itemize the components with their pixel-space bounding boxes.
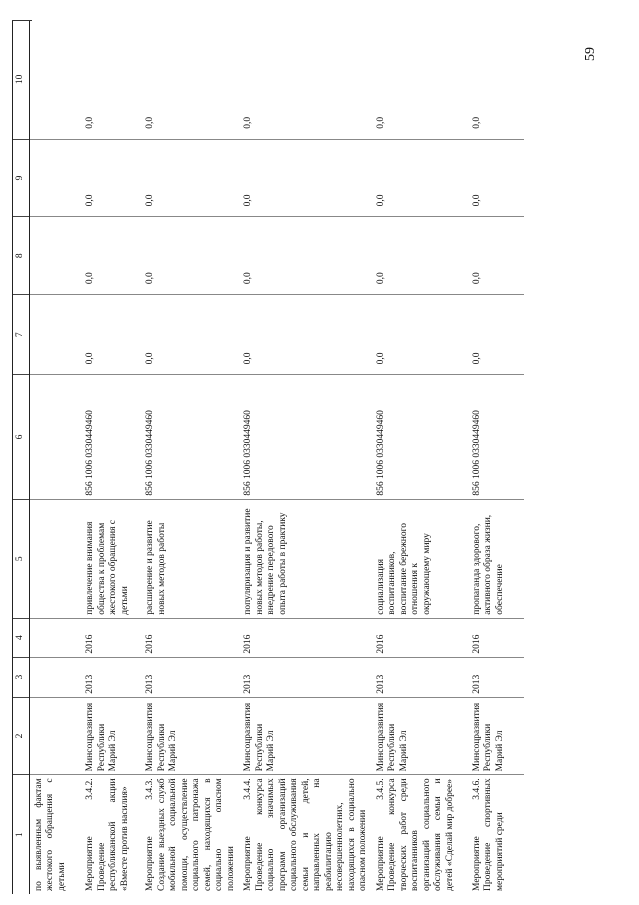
cell-col-10: 0,0 <box>141 20 239 139</box>
cell-col-5 <box>29 499 81 618</box>
table-row <box>468 20 524 894</box>
cell-col-2: Минсоцразвития Республики Марий Эл <box>468 697 524 775</box>
header-cell: 1 <box>13 775 30 894</box>
cell-col-6: 856 1006 0330449460 <box>81 375 141 499</box>
cell-col-5: расширение и развитие новых методов работы <box>141 499 239 618</box>
cell-col-7: 0,0 <box>372 295 468 375</box>
cell-col-8: 0,0 <box>239 217 372 295</box>
table-row <box>372 20 468 894</box>
cell-col-3: 2013 <box>81 657 141 697</box>
cell-col-9: 0,0 <box>372 139 468 217</box>
cell-col-10: 0,0 <box>239 20 372 139</box>
cell-col-3: 2013 <box>468 657 524 697</box>
cell-col-2: Минсоцразвития Республики Марий Эл <box>81 697 141 775</box>
cell-col-6: 856 1006 0330449460 <box>372 375 468 499</box>
cell-col-2: Минсоцразвития Республики Марий Эл <box>141 697 239 775</box>
cell-col-4 <box>29 618 81 657</box>
header-cell: 2 <box>13 697 30 775</box>
cell-col-9: 0,0 <box>141 139 239 217</box>
header-cell: 5 <box>13 499 30 618</box>
table-row <box>81 20 141 894</box>
cell-col-6 <box>29 375 81 499</box>
cell-col-7: 0,0 <box>141 295 239 375</box>
cell-col-9: 0,0 <box>239 139 372 217</box>
cell-col-1: Мероприятие 3.4.6. Проведение спортивных мероприятий среди <box>471 778 505 891</box>
header-cell: 4 <box>13 618 30 657</box>
header-cell: 7 <box>13 295 30 375</box>
header-cell: 6 <box>13 375 30 499</box>
table-row <box>239 20 372 894</box>
table-row <box>141 20 239 894</box>
table-right-border <box>12 20 32 21</box>
cell-col-10: 0,0 <box>81 20 141 139</box>
table-row <box>29 20 81 894</box>
header-cell: 10 <box>13 20 30 139</box>
cell-col-3: 2013 <box>141 657 239 697</box>
cell-col-5: пропаганда здорового, активного образа жизни, обеспечение <box>468 499 524 618</box>
cell-col-7 <box>29 295 81 375</box>
cell-col-7: 0,0 <box>468 295 524 375</box>
cell-col-1: Мероприятие 3.4.2. Проведение республиканской акции «Вместе против насилия» <box>85 778 130 891</box>
cell-col-2: Минсоцразвития Республики Марий Эл <box>239 697 372 775</box>
cell-col-3 <box>29 657 81 697</box>
cell-col-7: 0,0 <box>239 295 372 375</box>
header-cell: 8 <box>13 217 30 295</box>
cell-col-3: 2013 <box>372 657 468 697</box>
cell-col-4: 2016 <box>372 618 468 657</box>
cell-col-6: 856 1006 0330449460 <box>239 375 372 499</box>
cell-col-2 <box>29 697 81 775</box>
cell-col-1: Мероприятие 3.4.5. Проведение конкурса творческих работ среди воспитанников организаций социального обслуживания семьи и детей «Сделай мир добрее» <box>375 778 455 891</box>
cell-col-9: 0,0 <box>81 139 141 217</box>
cell-col-5: социализация воспитанников, воспитание бережного отношения к окружающему миру <box>372 499 468 618</box>
cell-col-8: 0,0 <box>81 217 141 295</box>
column-number-header <box>13 20 30 894</box>
cell-col-4: 2016 <box>141 618 239 657</box>
cell-col-2: Минсоцразвития Республики Марий Эл <box>372 697 468 775</box>
cell-col-4: 2016 <box>239 618 372 657</box>
cell-col-6: 856 1006 0330449460 <box>141 375 239 499</box>
cell-col-10: 0,0 <box>372 20 468 139</box>
cell-col-8 <box>29 217 81 295</box>
page-number: 59 <box>583 47 598 61</box>
cell-col-6: 856 1006 0330449460 <box>468 375 524 499</box>
cell-col-4: 2016 <box>468 618 524 657</box>
cell-col-7: 0,0 <box>81 295 141 375</box>
cell-col-8: 0,0 <box>141 217 239 295</box>
header-cell: 3 <box>13 657 30 697</box>
cell-col-1: Мероприятие 3.4.3. Создание выездных служб мобильной социальной помощи, осуществление социального патронажа семей, находящихся в социально опасном положении <box>145 778 236 891</box>
table-body <box>13 20 524 894</box>
cell-col-9: 0,0 <box>468 139 524 217</box>
cell-col-3: 2013 <box>239 657 372 697</box>
program-table <box>12 20 524 894</box>
cell-col-1: Мероприятие 3.4.4. Проведение конкурса социально значимых программ организаций социального обслуживания семьи и детей, направленных на реабилитацию несовершеннолетних, находящихся в социально опасном положении <box>243 778 368 891</box>
cell-col-10 <box>29 20 81 139</box>
header-cell: 9 <box>13 139 30 217</box>
cell-col-4: 2016 <box>81 618 141 657</box>
cell-col-1: по выявленным фактам жестокого обращения с детьми <box>33 778 67 891</box>
cell-col-10: 0,0 <box>468 20 524 139</box>
cell-col-8: 0,0 <box>372 217 468 295</box>
cell-col-5: привлечение внимания общества к проблемам жестокого обращения с детьми <box>81 499 141 618</box>
cell-col-5: популяризация и развитие новых методов работы, внедрение передового опыта работы в практику <box>239 499 372 618</box>
cell-col-8: 0,0 <box>468 217 524 295</box>
cell-col-9 <box>29 139 81 217</box>
